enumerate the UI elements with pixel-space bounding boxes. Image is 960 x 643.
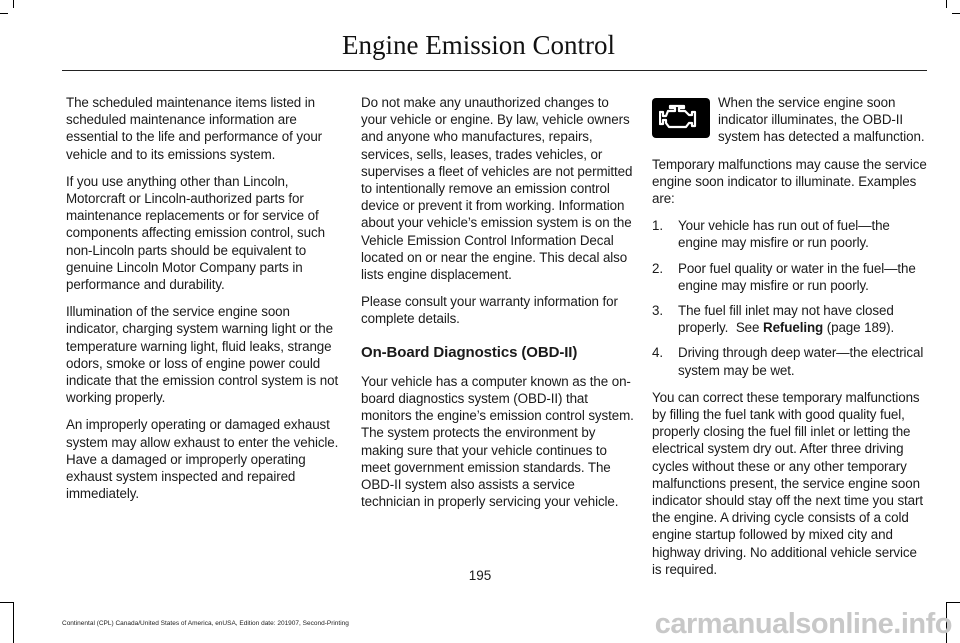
watermark: carmanualsonline.info <box>654 608 952 640</box>
crop-mark <box>952 13 960 14</box>
edition-footer: Continental (CPL) Canada/United States of America, enUSA, Edition date: 201907, Second-Printing <box>62 620 349 627</box>
list-text: Poor fuel quality or water in the fuel—the engine may misfire or run poorly. <box>678 260 916 293</box>
page-reference: (page 189). <box>826 320 895 336</box>
crop-mark <box>13 602 14 643</box>
check-engine-icon <box>652 98 710 138</box>
page-title: Engine Emission Control <box>342 30 615 60</box>
list-text: Driving through deep water—the electrical system may be wet. <box>678 345 924 378</box>
paragraph: Do not make any unauthorized changes to your vehicle or engine. By law, vehicle owners and anyone who manufactures, repairs, services, sells, leases, trades vehicles, or supervises a fleet of vehicles are not permitted to intentionally remove an emission control device or prevent it from working. Information about your vehicle’s emission system is on the Vehicle Emission Control Information Decal located on or near the engine. This decal also lists engine displacement. <box>361 95 633 283</box>
paragraph: Illumination of the service engine soon indicator, charging system warning light or the temperature warning light, fluid leaks, strange odors, smoke or loss of engine power could indicate that the emission control system is not working properly. <box>66 304 339 406</box>
column-middle <box>361 94 637 520</box>
list-number: 3. <box>652 303 663 319</box>
paragraph: An improperly operating or damaged exhaust system may allow exhaust to enter the vehicle. Have a damaged or improperly operating exhaust system inspected and repaired immediately. <box>66 417 339 502</box>
list-text: The fuel fill inlet may not have closed properly. <box>678 303 894 336</box>
crop-mark <box>0 13 8 14</box>
header-divider <box>62 70 927 71</box>
column-right <box>652 94 928 588</box>
list-number: 1. <box>652 218 663 234</box>
paragraph: You can correct these temporary malfunctions by filling the fuel tank with good quality fuel, properly closing the fuel fill inlet or letting the electrical system dry out. After three driving cycles without these or any other temporary malfunctions present, the service engine soon indicator should stay off the next time you start the engine. A driving cycle consists of a cold engine startup followed by mixed city and highway driving. No additional vehicle service is required. <box>652 389 923 577</box>
section-heading: On-Board Diagnostics (OBD-II) <box>361 343 578 361</box>
paragraph: Please consult your warranty information for complete details. <box>361 294 618 327</box>
examples-list <box>652 217 928 379</box>
indicator-description: When the service engine soon indicator illuminates, the OBD-II system has detected a malfunction. <box>718 95 925 145</box>
crop-mark <box>946 602 960 603</box>
list-item <box>652 344 928 378</box>
crop-mark <box>13 0 14 8</box>
list-number: 4. <box>652 345 663 361</box>
column-left <box>66 94 342 512</box>
list-item <box>652 217 928 251</box>
see-prefix: See <box>735 320 760 336</box>
crop-mark <box>946 0 947 8</box>
paragraph: Your vehicle has a computer known as the on-board diagnostics system (OBD-II) that monitors the engine’s emission control system. The system protects the environment by making sure that your vehicle continues to meet government emission standards. The OBD-II system also assists a service technician in properly servicing your vehicle. <box>361 373 634 510</box>
list-item <box>652 260 928 294</box>
paragraph: The scheduled maintenance items listed in scheduled maintenance information are essential to the life and performance of your vehicle and to its emissions system. <box>66 95 323 162</box>
list-item <box>652 302 928 336</box>
crop-mark <box>0 602 14 603</box>
list-number: 2. <box>652 260 663 276</box>
list-text: Your vehicle has run out of fuel—the engine may misfire or run poorly. <box>678 218 890 251</box>
paragraph: Temporary malfunctions may cause the service engine soon indicator to illuminate. Examples are: <box>652 156 927 207</box>
refueling-link[interactable]: Refueling <box>763 320 824 336</box>
page-number: 195 <box>468 568 492 583</box>
paragraph: If you use anything other than Lincoln, Motorcraft or Lincoln-authorized parts for maintenance replacements or for service of components affecting emission control, such non-Lincoln parts should be equivalent to genuine Lincoln Motor Company parts in performance and durability. <box>66 173 325 293</box>
